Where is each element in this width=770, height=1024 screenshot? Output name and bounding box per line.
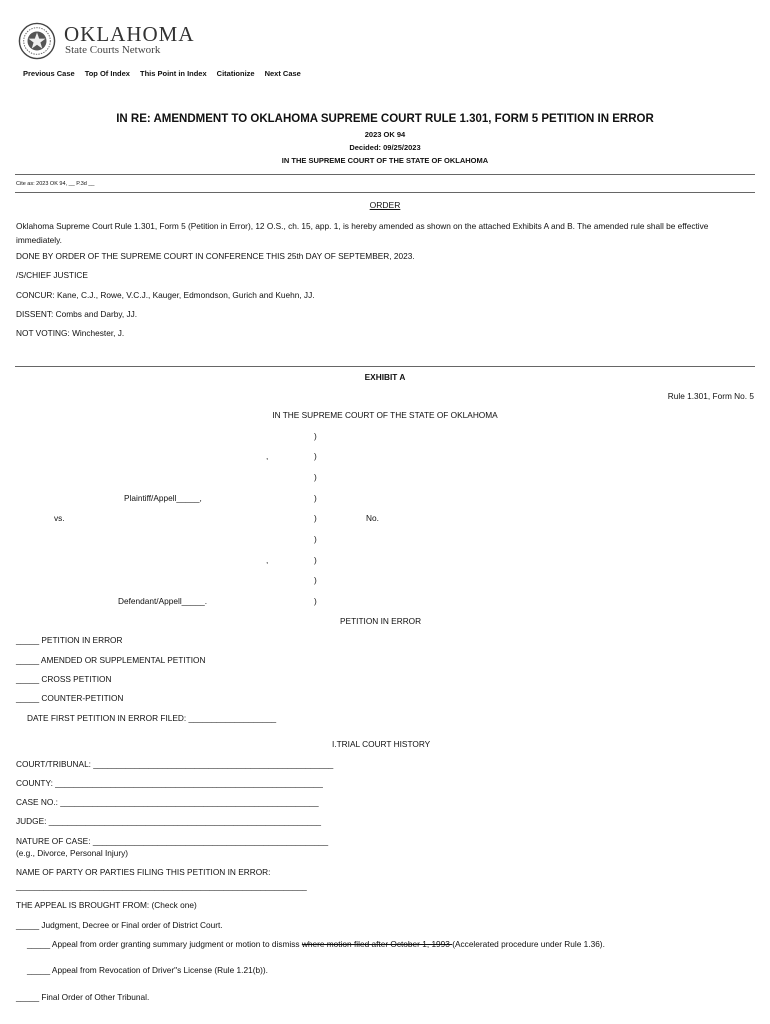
order-paragraph: Oklahoma Supreme Court Rule 1.301, Form 5 (Petition in Error), 12 O.S., ch. 15, app. 1, is hereby amended as shown on the attached Exhibits A and B. The amended rule shall be effective immediately. xyxy=(16,221,709,245)
party-line: _______________________________________________________________ xyxy=(16,881,307,891)
divider xyxy=(15,366,755,367)
citationize-link[interactable]: Citationize xyxy=(216,69,255,78)
petition-type-item: _____ CROSS PETITION xyxy=(16,674,112,684)
caption-bracket: ) xyxy=(314,493,317,503)
appeal-from-label: THE APPEAL IS BROUGHT FROM: (Check one) xyxy=(16,900,197,910)
case-title: IN RE: AMENDMENT TO OKLAHOMA SUPREME COURT RULE 1.301, FORM 5 PETITION IN ERROR xyxy=(116,113,654,125)
caption-bracket: ) xyxy=(314,534,317,544)
court-tribunal-field: COURT/TRIBUNAL: ____________________________________________________ xyxy=(16,759,334,769)
defendant-label: Defendant/Appell_____. xyxy=(118,596,208,606)
option-summary-judgment xyxy=(27,939,605,949)
petition-type-item: _____ PETITION IN ERROR xyxy=(16,635,123,645)
option-revocation: _____ Appeal from Revocation of Driver"s License (Rule 1.21(b)). xyxy=(27,965,268,975)
caption-comma: , xyxy=(266,555,269,565)
caption-bracket: ) xyxy=(314,575,317,585)
top-of-index-link[interactable]: Top Of Index xyxy=(84,69,130,78)
exhibit-court-name: IN THE SUPREME COURT OF THE STATE OF OKLAHOMA xyxy=(272,410,498,420)
party-label: NAME OF PARTY OR PARTIES FILING THIS PETITION IN ERROR: xyxy=(16,867,271,877)
caption-bracket: ) xyxy=(314,451,317,461)
concur: CONCUR: Kane, C.J., Rowe, V.C.J., Kauger, Edmondson, Gurich and Kuehn, JJ. xyxy=(16,290,315,300)
judge-field: JUDGE: ___________________________________________________________ xyxy=(16,816,321,826)
petition-heading: PETITION IN ERROR xyxy=(340,616,422,626)
caption-bracket: ) xyxy=(314,513,317,523)
order-heading[interactable]: ORDER xyxy=(369,200,401,210)
option-judgment: _____ Judgment, Decree or Final order of District Court. xyxy=(16,920,223,930)
date-first-filed: DATE FIRST PETITION IN ERROR FILED: ___________________ xyxy=(27,713,277,723)
cite-as: Cite as: 2023 OK 94, __ P.3d __ xyxy=(16,181,95,187)
county-field: COUNTY: __________________________________________________________ xyxy=(16,778,323,788)
previous-case-link[interactable]: Previous Case xyxy=(23,69,75,78)
signature: /S/CHIEF JUSTICE xyxy=(16,270,88,280)
caption-bracket: ) xyxy=(314,431,317,441)
divider xyxy=(15,192,755,193)
brand-title: OKLAHOMA xyxy=(64,22,195,46)
not-voting: NOT VOTING: Winchester, J. xyxy=(16,328,125,338)
option-other-tribunal: _____ Final Order of Other Tribunal. xyxy=(16,992,150,1002)
oklahoma-seal-icon xyxy=(18,22,56,60)
petition-type-item: _____ COUNTER-PETITION xyxy=(16,693,124,703)
decided-date: Decided: 09/25/2023 xyxy=(349,143,421,152)
plaintiff-label: Plaintiff/Appell_____, xyxy=(124,493,202,503)
option-summary-note: (Accelerated procedure under Rule 1.36). xyxy=(452,939,605,949)
brand-subtitle: State Courts Network xyxy=(65,44,161,56)
case-no-field: CASE NO.: ________________________________________________________ xyxy=(16,797,319,807)
nature-hint: (e.g., Divorce, Personal Injury) xyxy=(16,848,129,858)
rule-number: Rule 1.301, Form No. 5 xyxy=(667,391,754,401)
caption-bracket: ) xyxy=(314,472,317,482)
caption-bracket: ) xyxy=(314,596,317,606)
court-name: IN THE SUPREME COURT OF THE STATE OF OKLAHOMA xyxy=(281,156,489,165)
option-summary-text: _____ Appeal from order granting summary judgment or motion to dismiss xyxy=(27,939,302,949)
versus-label: vs. xyxy=(54,513,65,523)
done-by-order: DONE BY ORDER OF THE SUPREME COURT IN CONFERENCE THIS 25th DAY OF SEPTEMBER, 2023. xyxy=(16,251,415,261)
struck-text: where motion filed after October 1, 1993 xyxy=(301,939,453,949)
petition-type-item: _____ AMENDED OR SUPPLEMENTAL PETITION xyxy=(16,655,206,665)
this-point-in-index-link[interactable]: This Point in Index xyxy=(139,69,207,78)
case-number-label: No. xyxy=(366,513,379,523)
case-navigation xyxy=(23,69,301,78)
divider xyxy=(15,174,755,175)
case-citation: 2023 OK 94 xyxy=(364,130,406,139)
caption-comma: , xyxy=(266,451,269,461)
exhibit-heading: EXHIBIT A xyxy=(364,372,406,382)
next-case-link[interactable]: Next Case xyxy=(264,69,301,78)
trial-court-history-heading: I.TRIAL COURT HISTORY xyxy=(332,739,431,749)
nature-of-case-field: NATURE OF CASE: ___________________________________________________ xyxy=(16,836,329,846)
caption-bracket: ) xyxy=(314,555,317,565)
dissent: DISSENT: Combs and Darby, JJ. xyxy=(16,309,138,319)
